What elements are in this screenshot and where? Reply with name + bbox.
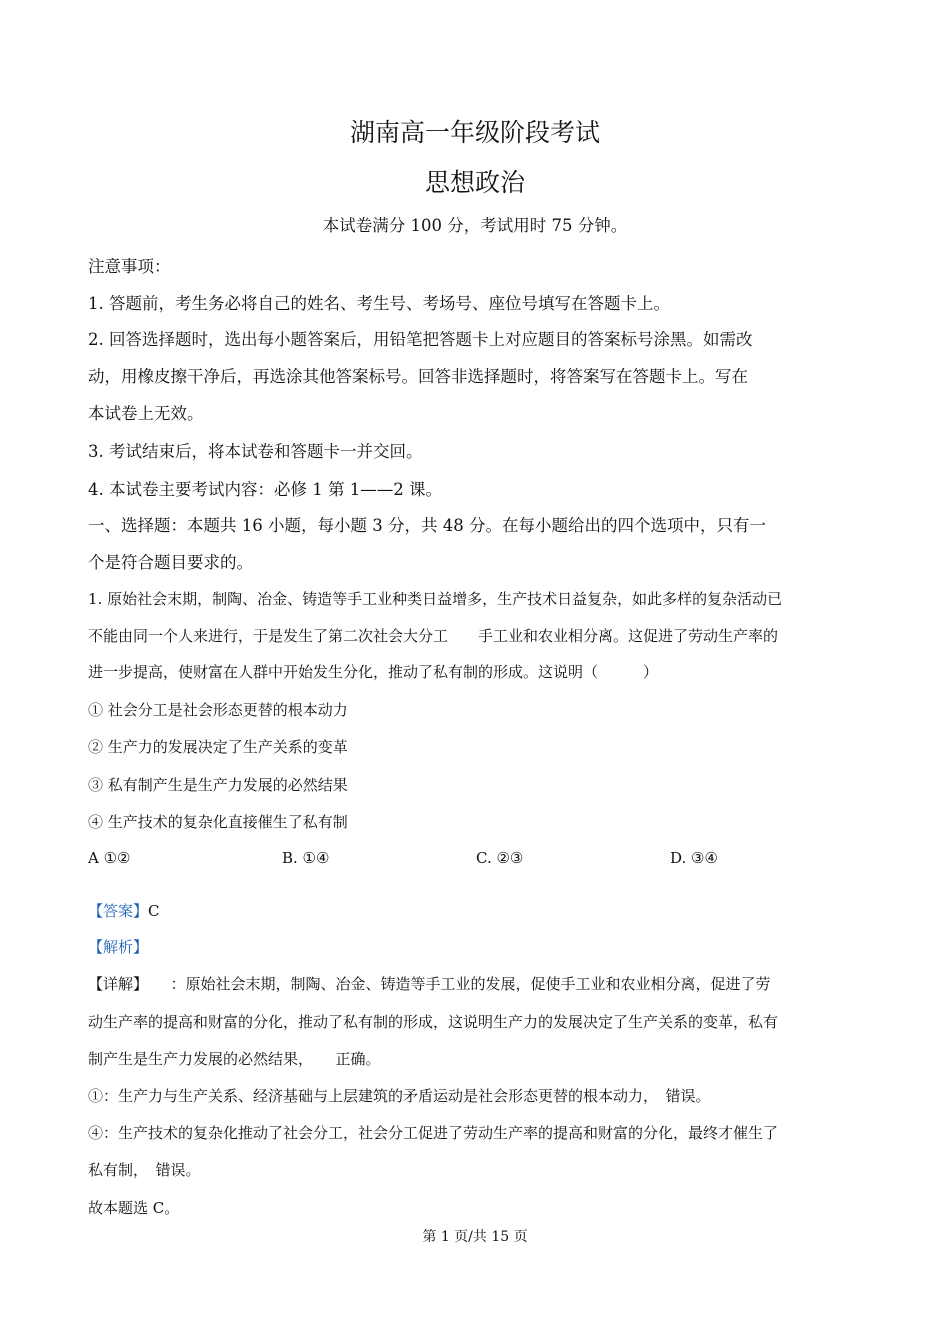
answer-tag: 【答案】 bbox=[88, 902, 149, 920]
statement-1: ① 社会分工是社会形态更替的根本动力 bbox=[88, 701, 348, 719]
detail-line-2: 动生产率的提高和财富的分化，推动了私有制的形成，这说明生产力的发展决定了生产关系的变革，私有 bbox=[88, 1013, 779, 1031]
question-stem-line-2: 不能由同一个人来进行，于是发生了第二次社会大分工 手工业和农业相分离。这促进了劳动生产率的 bbox=[88, 627, 779, 645]
statement-2: ② 生产力的发展决定了生产关系的变革 bbox=[88, 738, 348, 756]
answer-value: C bbox=[148, 902, 160, 920]
detail-line-6: 私有制， 错误。 bbox=[88, 1161, 201, 1179]
detail-text-1: ：原始社会末期，制陶、冶金、铸造等手工业的发展，促使手工业和农业相分离，促进了劳 bbox=[140, 975, 771, 993]
notice-item-4: 4. 本试卷主要考试内容：必修 1 第 1——2 课。 bbox=[88, 480, 442, 499]
subject-title: 思想政治 bbox=[424, 168, 525, 197]
notice-item-1: 1. 答题前，考生务必将自己的姓名、考生号、考场号、座位号填写在答题卡上。 bbox=[88, 294, 670, 313]
notice-heading: 注意事项： bbox=[88, 257, 171, 276]
detail-line-1 bbox=[88, 973, 771, 994]
section-line-2: 个是符合题目要求的。 bbox=[88, 553, 253, 572]
question-stem-line-3: 进一步提高，使财富在人群中开始发生分化，推动了私有制的形成。这说明（ ） bbox=[88, 663, 659, 681]
analysis-tag: 【解析】 bbox=[88, 938, 149, 956]
notice-item-2-line-2: 动，用橡皮擦干净后，再选涂其他答案标号。回答非选择题时，将答案写在答题卡上。写在 bbox=[88, 367, 748, 386]
detail-line-3: 制产生是生产力发展的必然结果， 正确。 bbox=[88, 1050, 381, 1068]
notice-item-2-line-1: 2. 回答选择题时，选出每小题答案后，用铅笔把答题卡上对应题目的答案标号涂黑。如需改 bbox=[88, 330, 753, 349]
notice-item-3: 3. 考试结束后，将本试卷和答题卡一并交回。 bbox=[88, 442, 423, 461]
question-stem-line-1: 1. 原始社会末期，制陶、冶金、铸造等手工业种类日益增多，生产技术日益复杂，如此多样的复杂活动已 bbox=[88, 590, 783, 608]
notice-item-2-line-3: 本试卷上无效。 bbox=[88, 404, 204, 423]
answer-line bbox=[88, 900, 160, 921]
option-d: D. ③④ bbox=[670, 849, 718, 867]
section-line-1: 一、选择题：本题共 16 小题，每小题 3 分，共 48 分。在每小题给出的四个选项中，只有一 bbox=[88, 516, 766, 535]
detail-line-4: ①：生产力与生产关系、经济基础与上层建筑的矛盾运动是社会形态更替的根本动力， 错误。 bbox=[88, 1087, 711, 1105]
statement-4: ④ 生产技术的复杂化直接催生了私有制 bbox=[88, 813, 348, 831]
statement-3: ③ 私有制产生是生产力发展的必然结果 bbox=[88, 776, 348, 794]
detail-line-5: ④：生产技术的复杂化推动了社会分工，社会分工促进了劳动生产率的提高和财富的分化，最终才催生了 bbox=[88, 1124, 779, 1142]
answer-options bbox=[88, 849, 868, 871]
option-a: A ①② bbox=[88, 849, 131, 867]
page-number: 第 1 页/共 15 页 bbox=[422, 1229, 528, 1245]
exam-info: 本试卷满分 100 分，考试用时 75 分钟。 bbox=[322, 216, 628, 235]
conclusion: 故本题选 C。 bbox=[88, 1199, 180, 1217]
option-b: B. ①④ bbox=[282, 849, 330, 867]
detail-tag: 【详解】 bbox=[88, 975, 141, 993]
option-c: C. ②③ bbox=[476, 849, 524, 867]
exam-title: 湖南高一年级阶段考试 bbox=[349, 118, 600, 147]
